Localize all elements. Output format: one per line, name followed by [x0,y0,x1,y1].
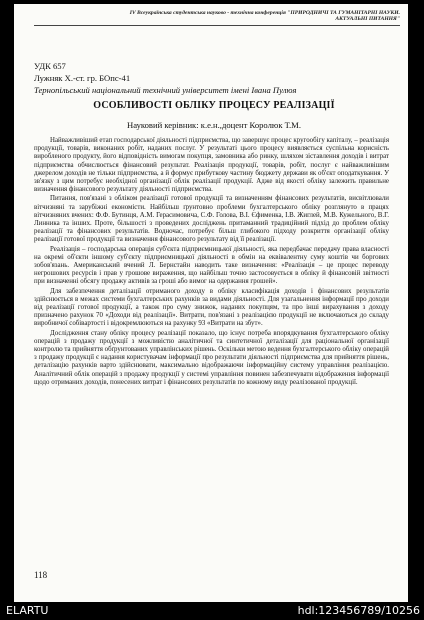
paragraph: Дослідження стану обліку процесу реалізації показало, що існує потреба впорядкування бухгалтерського обліку операцій з продажу продукції з можливістю аналітичної та синтетичної деталізації для раціональної організації контролю та прийняття обґрунтованих управлінських рішень. Оскільки метою ведення бухгалтерського обліку операцій з продажу продукції є надання користувачам інформації про результати діяльності підприємства для прийняття рішень, деталізацію рахунків варто здійснювати, максимально відображаючи інформаційну систему управління реалізацією. Аналітичний облік операцій з продажу продукції у системі управління повинен забезпечувати відображення інформації щодо отриманих доходів, понесених витрат і фінансових результатів по кожному виду реалізованої продукції. [34,329,389,386]
conference-header [34,10,400,26]
page-number: 118 [34,570,48,580]
article-title: ОСОБЛИВОСТІ ОБЛІКУ ПРОЦЕСУ РЕАЛІЗАЦІЇ [93,100,335,111]
paragraph: Реалізація – господарська операція суб'єкта підприємницької діяльності, яка передбачає передачу права власності на окремі об'єкти іншому суб'єкту підприємницької діяльності в обмін на еквівалентну суму коштів чи боргових зобов'язань. Американський вчений Л. Бернстайн наводить таке визначення: «Реалізація – це процес переводу негрошових ресурсів і прав у грошове вираження, що найбільш точно застосовується в обліку й фінансовій звітності при визначенні обсягу продажу активів за гроші або вимог на одержання грошей». [34,245,389,286]
author: Лужняк Х.-ст. гр. БОпс-41 [34,73,131,83]
affiliation: Тернопільський національний технічний університет імені Івана Пулюя [34,85,297,95]
document-page [14,4,408,604]
repository-footer [0,602,424,620]
conference-header-line-2: АКТУАЛЬНІ ПИТАННЯ" [335,16,400,23]
paragraph: Найважливіший етап господарської діяльності підприємства, що завершує процес кругообігу капіталу, – реалізація продукції, товарів, виконаних робіт, наданих послуг. У результаті цього процесу виявляється суспільна корисність виробленого продукту, його відповідність вимогам покупця, замовника або ринку, шляхом зіставлення доходів і витрат підприємства обчислюється фінансовий результат. Реалізація продукції, товарів, робіт, послуг є найважливішим джерелом доходів не тільки підприємства, а й формує прибуткову частину бюджету держави як об'єкт оподаткування. У зв'язку з цим потребує необхідної організації облік реалізації продукції. Адже від якості обліку залежить правильне визначення фінансового результату діяльності підприємства. [34,137,389,194]
paragraph: Питання, пов'язані з обліком реалізації готової продукції та визначенням фінансових результатів, висвітлювали вітчизняні та зарубіжні економісти. Найбільш ґрунтовно проблеми бухгалтерського обліку розглянуто в працях вітчизняних вчених: Ф.Ф. Бутинця, А.М. Герасимовича, С.Ф. Голова, В.І. Єфименка, І.В. Жиглей, М.В. Кужельного, В.Г. Линника та інших. Проте, більшості з проведених досліджень притаманний традиційний підхід до проблем обліку реалізації та фінансових результатів. Водночас, потребує більш глибокого підходу розкриття організації обліку реалізації готової продукції та визначення фінансового результату від її реалізації. [34,195,389,244]
handle-identifier: hdl:123456789/10256 [297,604,420,617]
paragraph: Для забезпечення деталізації отриманого доходу в обліку класифікація доходів і фінансових результатів здійснюється в межах системи бухгалтерських рахунків за видами діяльності. Для узагальнення інформації про доходи від реалізації готової продукції, а також про суму знижок, наданих покупцям, та про інші вирахування з доходу призначено рахунок 70 «Доходи від реалізації». Витрати, пов'язані з реалізацією продукції не включаються до складу виробничої собівартості і відокремлюються на рахунку 93 «Витрати на збут». [34,287,389,328]
repository-name: ELARTU [6,604,49,617]
article-meta [34,60,394,96]
udc-code: УДК 657 [34,61,66,71]
conference-header-line-1: IV Всеукраїнська студентська науково - технічна конференція "ПРИРОДНИЧІ ТА ГУМАНІТАРНІ НАУКИ. [129,10,400,16]
article-body [34,137,389,388]
scientific-supervisor: Науковий керівник: к.е.н.,доцент Королюк Т.М. [127,120,301,130]
